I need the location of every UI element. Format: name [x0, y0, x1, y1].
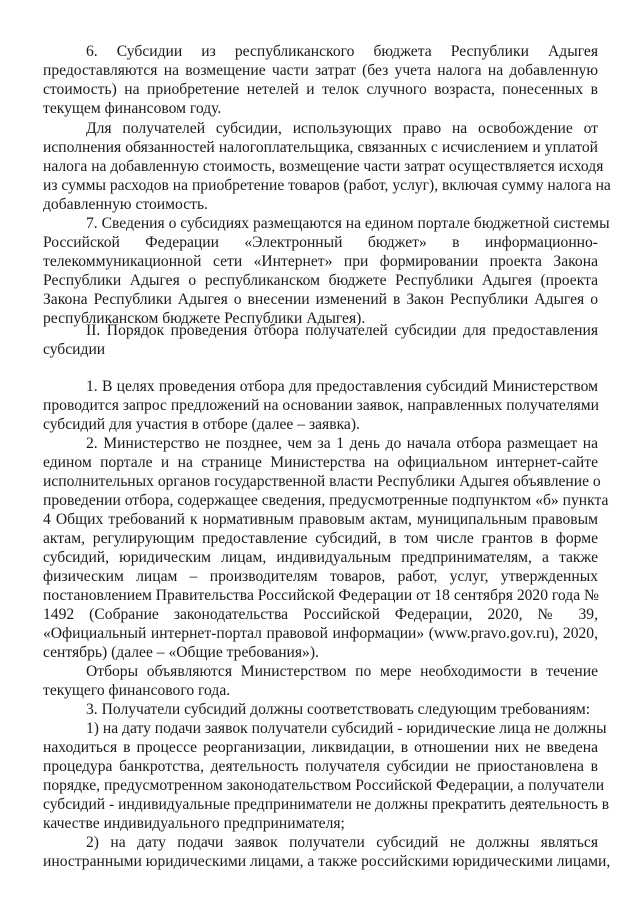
text-line: стоимость) на приобретение нетелей и телок случного возраста, понесенных в	[43, 81, 598, 98]
text-line: Отборы объявляются Министерством по мере необходимости в течение	[86, 663, 598, 680]
text-line: Для получателей субсидии, использующих право на освобождение от	[86, 120, 598, 137]
text-line: субсидий - индивидуальные предприниматели не должны прекратить деятельность в	[43, 796, 610, 813]
text-line: проведении отбора, содержащее сведения, предусмотренные подпунктом «б» пункта	[43, 492, 609, 509]
text-line: добавленную стоимость.	[43, 196, 208, 213]
text-line: 6. Субсидии из республиканского бюджета Республики Адыгея	[86, 43, 598, 60]
text-line: субсидий для участия в отборе (далее – заявка).	[43, 416, 360, 433]
text-line: 4 Общих требований к нормативным правовым актам, муниципальным правовым	[43, 511, 598, 528]
text-line: сентябрь) (далее – «Общие требования»).	[43, 644, 319, 661]
text-line: Российской Федерации «Электронный бюджет» в информационно-	[43, 234, 598, 251]
text-line: республиканском бюджете Республики Адыгея).	[43, 310, 366, 327]
text-line: проводится запрос предложений на основании заявок, направленных получателями	[43, 397, 599, 414]
text-line: исполнительных органов государственной власти Республики Адыгея объявление о	[43, 473, 601, 490]
text-line: физическим лицам – производителям товаров, работ, услуг, утвержденных	[43, 568, 598, 585]
text-line: 1492 (Собрание законодательства Российской Федерации, 2020, № 39,	[43, 606, 598, 623]
text-line: едином портале и на странице Министерства на официальном интернет-сайте	[43, 454, 598, 471]
text-line: 2) на дату подачи заявок получатели субсидий не должны являться	[86, 834, 598, 851]
text-line: субсидий, юридическим лицам, индивидуальным предпринимателям, а также	[43, 549, 598, 566]
text-line: 1. В целях проведения отбора для предоставления субсидий Министерством	[86, 378, 598, 395]
text-line: Республики Адыгея о республиканском бюджете Республики Адыгея (проекта	[43, 272, 598, 289]
text-line: предоставляются на возмещение части затрат (без учета налога на добавленную	[43, 62, 598, 79]
text-line: 1) на дату подачи заявок получатели субсидий - юридические лица не должны	[86, 720, 607, 737]
text-line: исполнения обязанностей налогоплательщика, связанных с исчислением и уплатой	[43, 139, 598, 156]
text-line: из суммы расходов на приобретение товаров (работ, услуг), включая сумму налога на	[43, 177, 611, 194]
text-line: налога на добавленную стоимость, возмещение части затрат осуществляется исходя	[43, 158, 604, 175]
text-line: порядке, предусмотренном законодательством Российской Федерации, а получатели	[43, 777, 605, 794]
text-line: телекоммуникационной сети «Интернет» при формировании проекта Закона	[43, 253, 598, 270]
text-line: 7. Сведения о субсидиях размещаются на едином портале бюджетной системы	[86, 215, 610, 232]
text-line: иностранными юридическими лицами, а также российскими юридическими лицами,	[43, 853, 611, 870]
text-line: процедура банкротства, деятельность получателя субсидии не приостановлена в	[43, 758, 598, 775]
text-line: 2. Министерство не позднее, чем за 1 день до начала отбора размещает на	[86, 435, 598, 452]
text-line: качестве индивидуального предпринимателя;	[43, 815, 345, 832]
text-line: «Официальный интернет-портал правовой информации» (www.pravo.gov.ru), 2020,	[43, 625, 598, 642]
text-line: находиться в процессе реорганизации, ликвидации, в отношении них не введена	[43, 739, 598, 756]
text-line: текущего финансового года.	[43, 682, 231, 699]
text-line: постановлением Правительства Российской Федерации от 18 сентября 2020 года №	[43, 587, 599, 604]
text-line: актам, регулирующим предоставление субсидий, в том числе грантов в форме	[43, 530, 598, 547]
text-line: текущем финансовом году.	[43, 100, 222, 117]
text-line: 3. Получатели субсидий должны соответствовать следующим требованиям:	[86, 701, 591, 718]
text-line: II. Порядок проведения отбора получателей субсидии для предоставления	[86, 322, 598, 339]
text-line: субсидии	[43, 341, 106, 358]
text-line: Закона Республики Адыгея о внесении изменений в Закон Республики Адыгея о	[43, 291, 598, 308]
